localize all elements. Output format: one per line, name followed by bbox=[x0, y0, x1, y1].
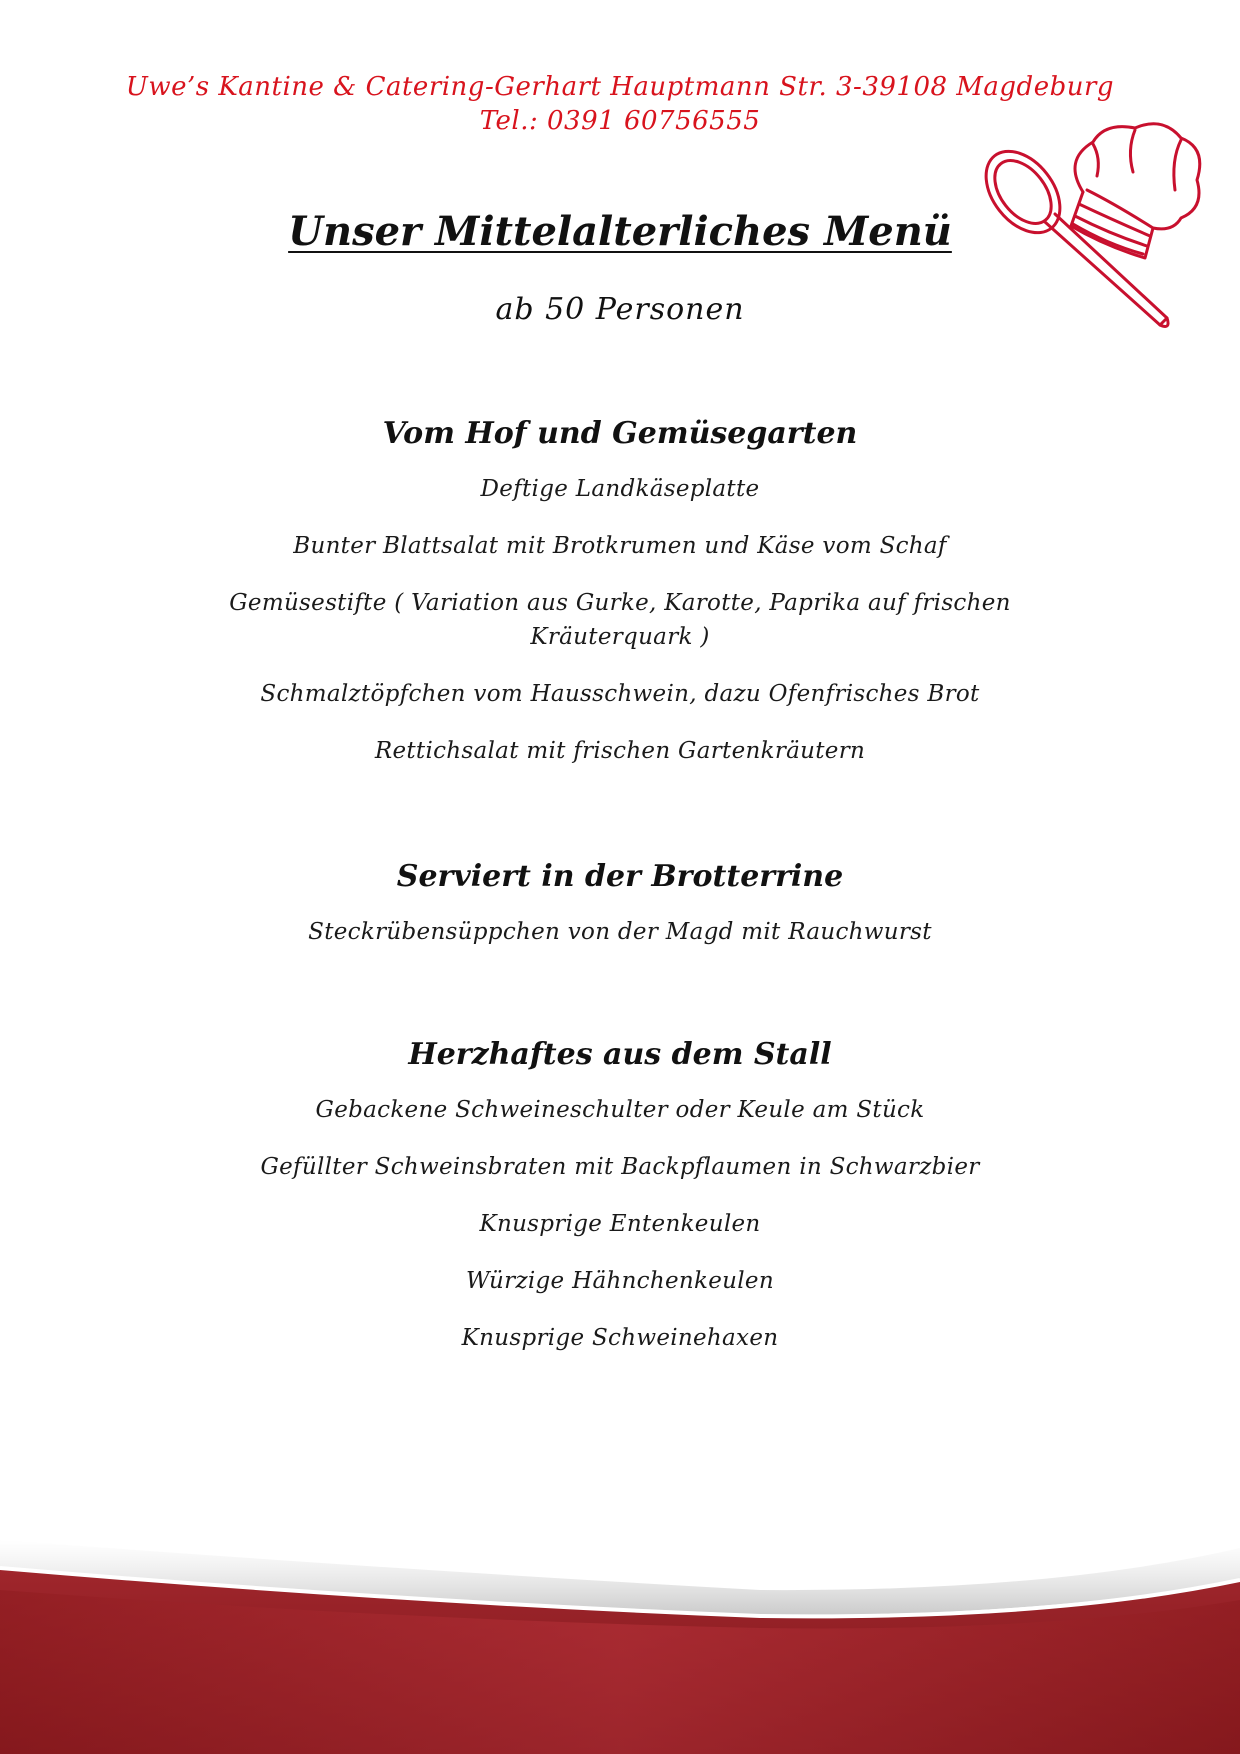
menu-item: Gebackene Schweineschulter oder Keule am Stück bbox=[315, 1097, 925, 1123]
menu-section-brotterrine bbox=[200, 857, 1040, 972]
menu-item: Gefüllter Schweinsbraten mit Backpflaumen in Schwarzbier bbox=[260, 1154, 980, 1180]
menu-item: Steckrübensüppchen von der Magd mit Rauchwurst bbox=[308, 919, 932, 945]
menu-item: Knusprige Entenkeulen bbox=[479, 1211, 761, 1237]
menu-item: Schmalztöpfchen vom Hausschwein, dazu Ofenfrisches Brot bbox=[260, 681, 980, 707]
menu-title: Unser Mittelalterliches Menü bbox=[288, 208, 952, 255]
menu-section-hof bbox=[200, 414, 1040, 791]
restaurant-phone: Tel.: 0391 60756555 bbox=[479, 106, 761, 136]
menu-item: Bunter Blattsalat mit Brotkrumen und Käse vom Schaf bbox=[293, 533, 947, 559]
menu-item: Rettichsalat mit frischen Gartenkräutern bbox=[374, 738, 866, 764]
menu-item: Gemüsestifte ( Variation aus Gurke, Karotte, Paprika auf frischen Kräuterquark ) bbox=[229, 590, 1011, 650]
menu-subtitle: ab 50 Personen bbox=[495, 292, 745, 327]
menu-item: Deftige Landkäseplatte bbox=[480, 476, 760, 502]
menu-section-stall bbox=[200, 1035, 1040, 1378]
section-title: Vom Hof und Gemüsegarten bbox=[382, 416, 858, 451]
menu-item: Würzige Hähnchenkeulen bbox=[466, 1268, 774, 1294]
section-title: Herzhaftes aus dem Stall bbox=[408, 1037, 832, 1072]
decorative-wave-footer bbox=[0, 1520, 1240, 1754]
menu-item: Knusprige Schweinehaxen bbox=[461, 1325, 779, 1351]
restaurant-address: Uwe’s Kantine & Catering-Gerhart Hauptmann Str. 3-39108 Magdeburg bbox=[125, 72, 1115, 102]
section-title: Serviert in der Brotterrine bbox=[396, 859, 844, 894]
